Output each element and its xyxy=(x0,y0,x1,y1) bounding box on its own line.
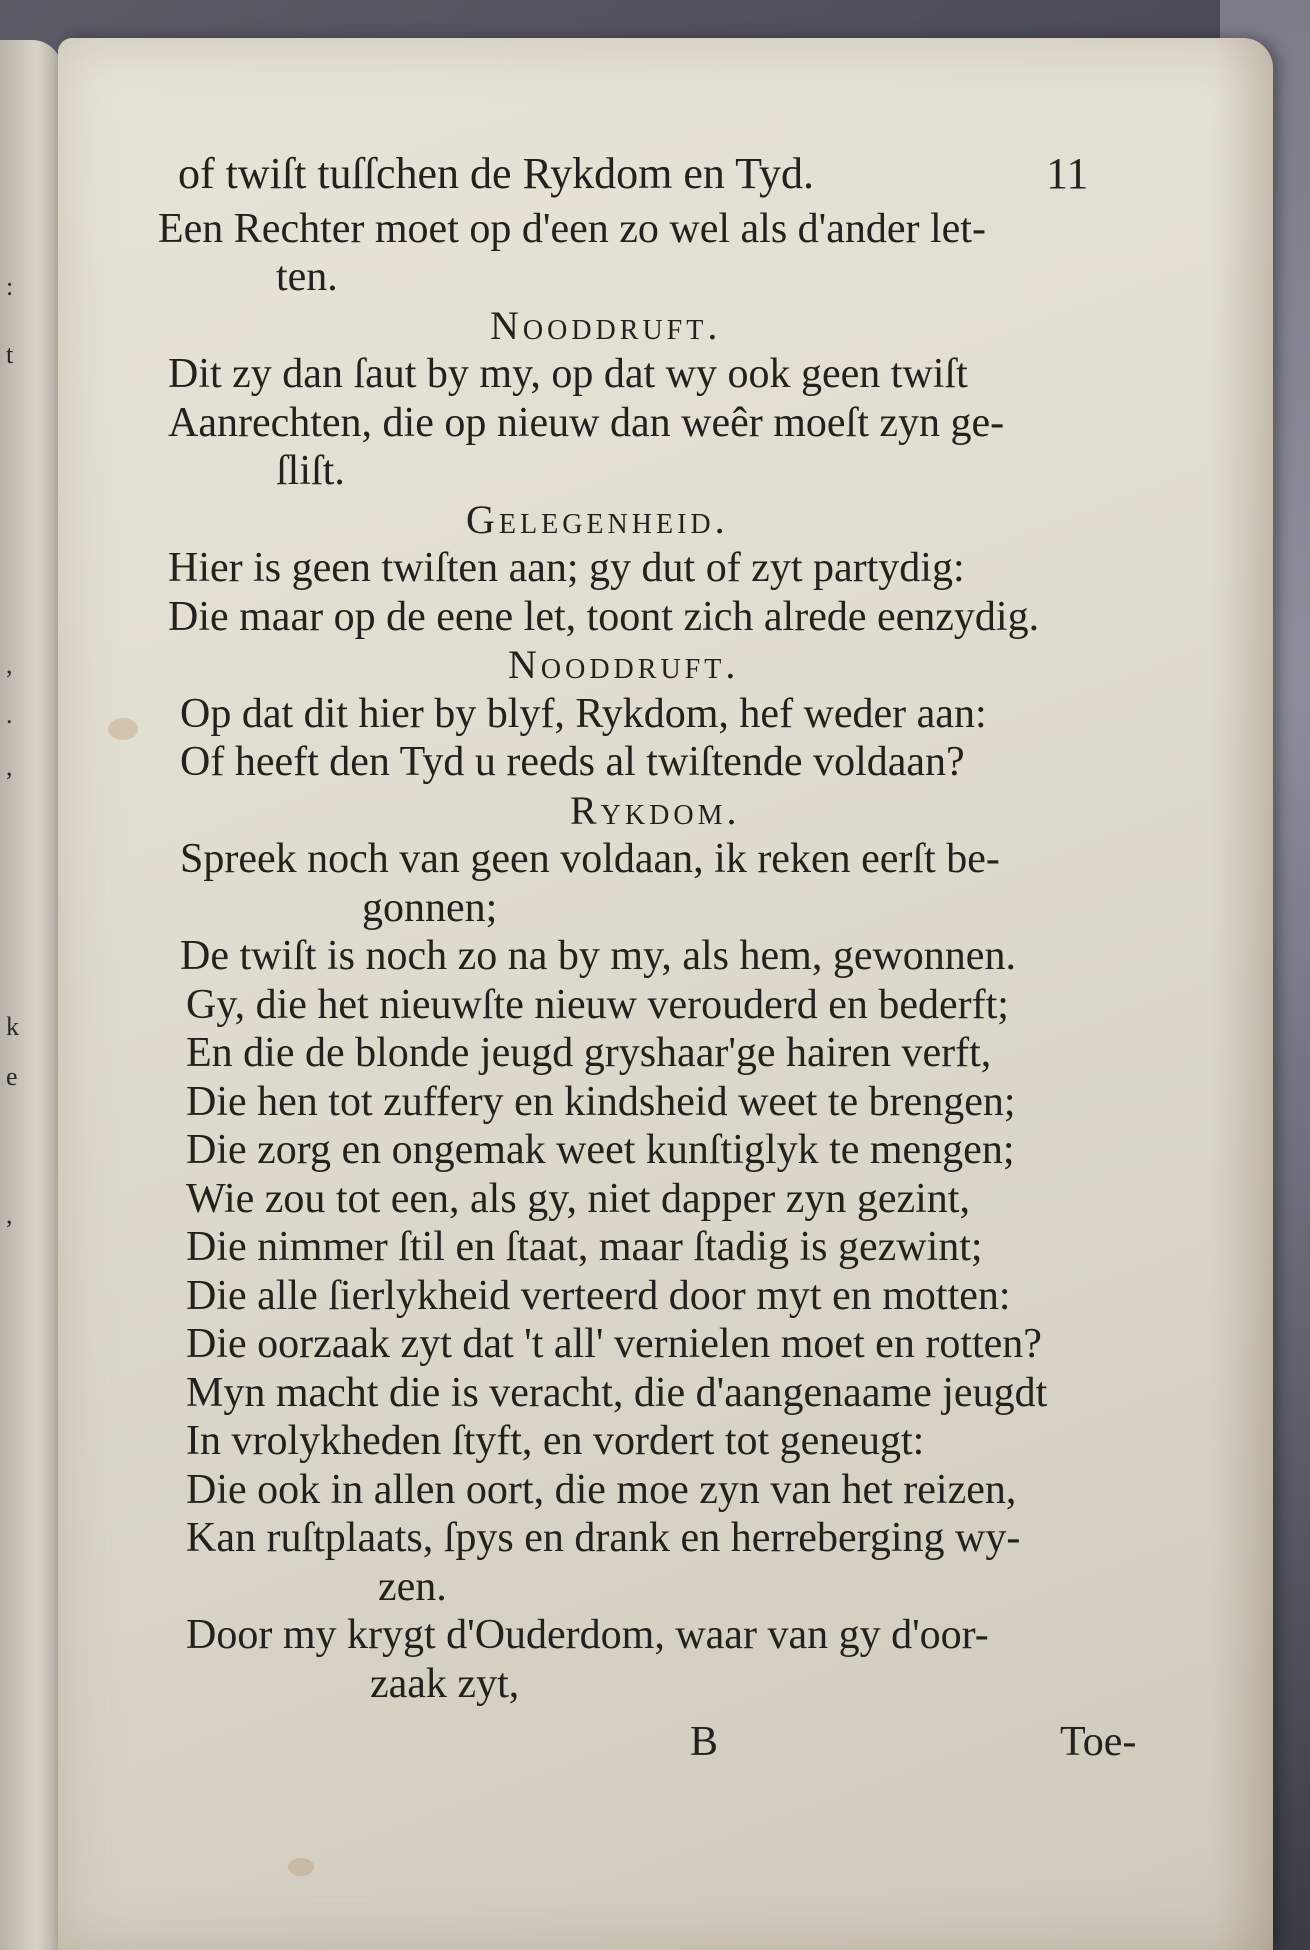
facing-page-fragment: : xyxy=(6,272,14,301)
verse-line: ſliſt. xyxy=(276,448,345,494)
facing-page-fragment: k xyxy=(6,1012,19,1041)
verse-line: Die ook in allen oort, die moe zyn van het reizen, xyxy=(186,1466,1017,1513)
verse-line: zaak zyt, xyxy=(370,1660,520,1707)
verse-line: Spreek noch van geen voldaan, ik reken eerſt be- xyxy=(180,836,1000,882)
verse-line: Wie zou tot een, als gy, niet dapper zyn gezint, xyxy=(186,1175,970,1222)
speaker-name: Nooddruft. xyxy=(508,642,740,687)
verse-line: gonnen; xyxy=(362,884,498,931)
verse-line: Die alle ſierlykheid verteerd door myt en motten: xyxy=(186,1272,1011,1319)
verse-line: zen. xyxy=(378,1563,447,1610)
verse-line: Die maar op de eene let, toont zich alrede eenzydig. xyxy=(168,593,1040,640)
facing-page-edge xyxy=(0,40,62,1950)
verse-line: Of heeft den Tyd u reeds al twiſtende voldaan? xyxy=(180,739,965,785)
verse-line: En die de blonde jeugd gryshaar'ge hairen verft, xyxy=(186,1030,992,1076)
page-footer xyxy=(100,1718,1150,1768)
verse-line: Die hen tot zuffery en kindsheid weet te brengen; xyxy=(186,1078,1016,1125)
facing-page-fragment: , xyxy=(6,752,13,781)
verse-line: In vrolykheden ſtyft, en vordert tot geneugt: xyxy=(186,1418,925,1464)
verse-line: Gy, die het nieuwſte nieuw verouderd en bederft; xyxy=(186,981,1009,1028)
verse-line: Kan ruſtplaats, ſpys en drank en herreberging wy- xyxy=(186,1515,1021,1561)
verse-line: Een Rechter moet op d'een zo wel als d'ander let- xyxy=(158,205,986,252)
verse-line: Die nimmer ſtil en ſtaat, maar ſtadig is gezwint; xyxy=(186,1224,983,1270)
facing-page-fragment: , xyxy=(6,650,13,679)
verse-line: Door my krygt d'Ouderdom, waar van gy d'oor- xyxy=(186,1612,989,1658)
running-title: of twiſt tuſſchen de Rykdom en Tyd. xyxy=(178,149,814,198)
page-text xyxy=(100,150,1150,1768)
verse-line: Die zorg en ongemak weet kunſtiglyk te mengen; xyxy=(186,1127,1015,1173)
speaker-name: Nooddruft. xyxy=(490,302,722,348)
page-number: 11 xyxy=(1046,149,1089,198)
page-stain xyxy=(288,1858,314,1876)
verse-line: Die oorzaak zyt dat 't all' vernielen moet en rotten? xyxy=(186,1321,1042,1367)
speaker-name: Gelegenheid. xyxy=(466,496,729,542)
running-header xyxy=(178,150,1150,199)
verse-block xyxy=(100,205,1150,1709)
speaker-name: Rykdom. xyxy=(570,787,741,833)
verse-line: ten. xyxy=(276,254,338,300)
catchword: Toe- xyxy=(1060,1719,1137,1765)
verse-line: Myn macht die is veracht, die d'aangenaame jeugdt xyxy=(186,1369,1048,1416)
facing-page-fragment: t xyxy=(6,340,14,369)
verse-line: Hier is geen twiſten aan; gy dut of zyt partydig: xyxy=(168,545,965,591)
facing-page-fragment: , xyxy=(6,1200,13,1229)
verse-line: Op dat dit hier by blyf, Rykdom, hef weder aan: xyxy=(180,690,987,737)
verse-line: De twiſt is noch zo na by my, als hem, gewonnen. xyxy=(180,933,1016,979)
facing-page-fragment: e xyxy=(6,1062,18,1091)
signature-mark: B xyxy=(690,1719,719,1765)
facing-page-fragment: . xyxy=(6,700,13,729)
verse-line: Dit zy dan ſaut by my, op dat wy ook geen twiſt xyxy=(168,351,968,397)
verse-line: Aanrechten, die op nieuw dan weêr moeſt zyn ge- xyxy=(168,399,1005,446)
